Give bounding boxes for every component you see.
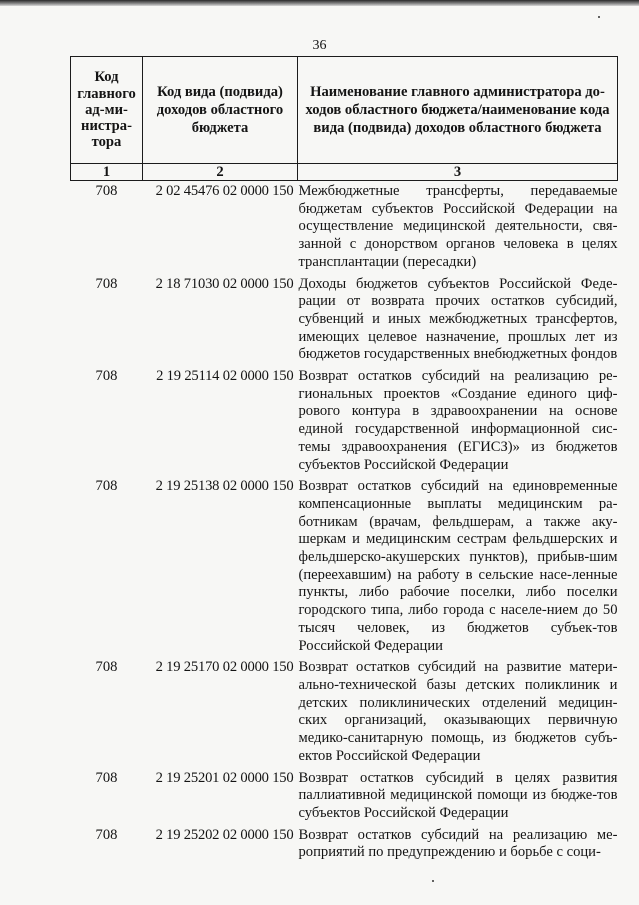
scan-speck [598, 16, 600, 18]
header-name: Наименование главного администратора до-ходов областного бюджета/наименование кода вида (подвида) доходов областного бюджета [298, 57, 618, 164]
income-code-cell: 2 18 71030 02 0000 150 [155, 275, 294, 292]
name-cell: Доходы бюджетов субъектов Российской Феде-рации от возврата прочих остатков субсидий, субвенций и иных межбюджетных трансфертов, имеющих целевое назначение, прошлых лет из бюджетов государственных внебюджетных фондов [298, 275, 618, 363]
name-cell: Возврат остатков субсидий в целях развития паллиативной медицинской помощи из бюдже-тов субъектов Российской Федерации [298, 769, 618, 821]
name-cell: Возврат остатков субсидий на развитие матери-ально-технической базы детских поликлиник и детских поликлинических отделений медицин-ских организаций, оказывающих первичную медико-санитарную помощь, из бюджетов субъ-ектов Российской Федерации [298, 659, 618, 764]
column-number: 2 [143, 164, 298, 181]
name-cell: Возврат остатков субсидий на реализацию ре-гиональных проектов «Создание единого циф-рового контура в здравоохранении на основе единой государственной информационной сис-темы здравоохранения (ЕГИСЗ)» из бюджетов субъектов Российской Федерации [298, 368, 618, 473]
scan-speck [432, 880, 434, 882]
income-codes-table [70, 56, 618, 866]
page-number: 36 [312, 38, 327, 53]
table-row [71, 368, 618, 478]
name-cell: Возврат остатков субсидий на реализацию ме-роприятий по предупреждению и борьбе с соци- [298, 826, 618, 861]
table-row [71, 478, 618, 659]
table-row [71, 770, 618, 827]
name-cell: Межбюджетные трансферты, передаваемые бюджетам субъектов Российской Федерации на осуществление медицинской деятельности, свя-занной с донорством органов человека в целях трансплантации (пересадки) [298, 183, 618, 270]
admin-code-cell: 708 [95, 659, 118, 676]
table-row [71, 659, 618, 769]
admin-code-cell: 708 [95, 826, 118, 843]
income-code-cell: 2 19 25201 02 0000 150 [155, 769, 294, 786]
table-row [71, 276, 618, 369]
header-admin-code: Код главного ад-ми-нистра-тора [71, 57, 143, 164]
income-code-cell: 2 19 25202 02 0000 150 [155, 826, 294, 843]
column-number: 3 [298, 164, 618, 181]
income-code-cell: 2 02 45476 02 0000 150 [155, 183, 294, 199]
header-row [71, 57, 618, 164]
admin-code-cell: 708 [95, 769, 118, 786]
name-cell: Возврат остатков субсидий на единовременные компенсационные выплаты медицинским ра-ботникам (врачам, фельдшерам, а также аку-шеркам и медицинским сестрам фельдшерских и фельдшерско-акушерских пунктов), прибыв-шим (переехавшим) на работу в сельские насе-ленные пункты, либо рабочие поселки, либо поселки городского типа, либо города с населе-нием до 50 тысяч человек, из бюджетов субъек-тов Российской Федерации [298, 478, 618, 654]
admin-code-cell: 708 [95, 368, 118, 385]
income-code-cell: 2 19 25114 02 0000 150 [156, 368, 294, 385]
column-number-row [71, 164, 618, 181]
scan-top-edge [0, 0, 639, 6]
admin-code-cell: 708 [95, 478, 118, 495]
income-code-cell: 2 19 25138 02 0000 150 [155, 478, 294, 495]
table-row [71, 827, 618, 866]
income-code-cell: 2 19 25170 02 0000 150 [155, 659, 294, 676]
table-row [71, 181, 618, 276]
column-number: 1 [71, 164, 143, 181]
header-income-code: Код вида (подвида) доходов областного бюджета [143, 57, 298, 164]
admin-code-cell: 708 [95, 183, 118, 199]
admin-code-cell: 708 [95, 275, 118, 292]
